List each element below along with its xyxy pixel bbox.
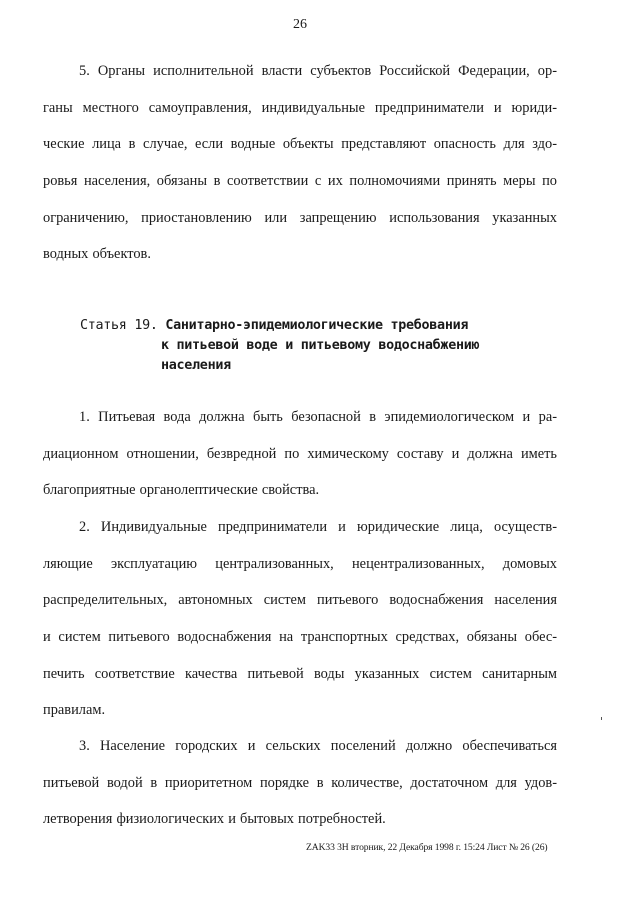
- text-line: ляющие эксплуатацию централизованных, нецентрализованных, домовых: [43, 555, 557, 572]
- scan-mark: [601, 717, 602, 720]
- page-number: 26: [293, 17, 307, 32]
- text-line: ганы местного самоуправления, индивидуальные предприниматели и юриди-: [43, 99, 557, 116]
- item-1: [43, 399, 557, 509]
- article-title-line1: Санитарно-эпидемиологические требования: [165, 318, 469, 333]
- article-title-line2: к питьевой воде и питьевому водоснабжению: [161, 338, 480, 353]
- text-line: 5. Органы исполнительной власти субъектов Российской Федерации, ор-: [79, 63, 557, 79]
- page-footer: ZAK33 3H вторник, 22 Декабря 1998 г. 15:24 Лист № 26 (26): [306, 842, 548, 853]
- article-number: Статья 19.: [80, 318, 158, 333]
- text-line: и систем питьевого водоснабжения на транспортных средствах, обязаны обес-: [43, 629, 557, 646]
- text-line: диационном отношении, безвредной по химическому составу и должна иметь: [43, 445, 557, 462]
- item-3: [43, 728, 557, 838]
- text-line: 3. Население городских и сельских поселений должно обеспечиваться: [79, 738, 557, 754]
- text-line: ограничению, приостановлению или запрещению использования указанных: [43, 209, 557, 226]
- text-line: 2. Индивидуальные предприниматели и юридические лица, осуществ-: [79, 519, 557, 535]
- text-line: распределительных, автономных систем питьевого водоснабжения населения: [43, 592, 557, 609]
- text-line: ровья населения, обязаны в соответствии с их полномочиями принять меры по: [43, 173, 557, 190]
- text-line: питьевой водой в приоритетном порядке в количестве, достаточном для удов-: [43, 774, 557, 791]
- text-line: правилам.: [43, 702, 106, 719]
- text-line: благоприятные органолептические свойства.: [43, 482, 320, 499]
- text-line: печить соответствие качества питьевой воды указанных систем санитарным: [43, 665, 557, 682]
- text-line: 1. Питьевая вода должна быть безопасной в эпидемиологическом и ра-: [79, 409, 557, 425]
- article-title-line3: населения: [161, 358, 231, 373]
- text-line: ческие лица в случае, если водные объекты представляют опасность для здо-: [43, 136, 557, 153]
- paragraph-5: [43, 53, 557, 273]
- article-heading: [80, 316, 479, 376]
- item-2: [43, 509, 557, 729]
- text-line: летворения физиологических и бытовых потребностей.: [43, 811, 386, 828]
- text-line: водных объектов.: [43, 246, 151, 263]
